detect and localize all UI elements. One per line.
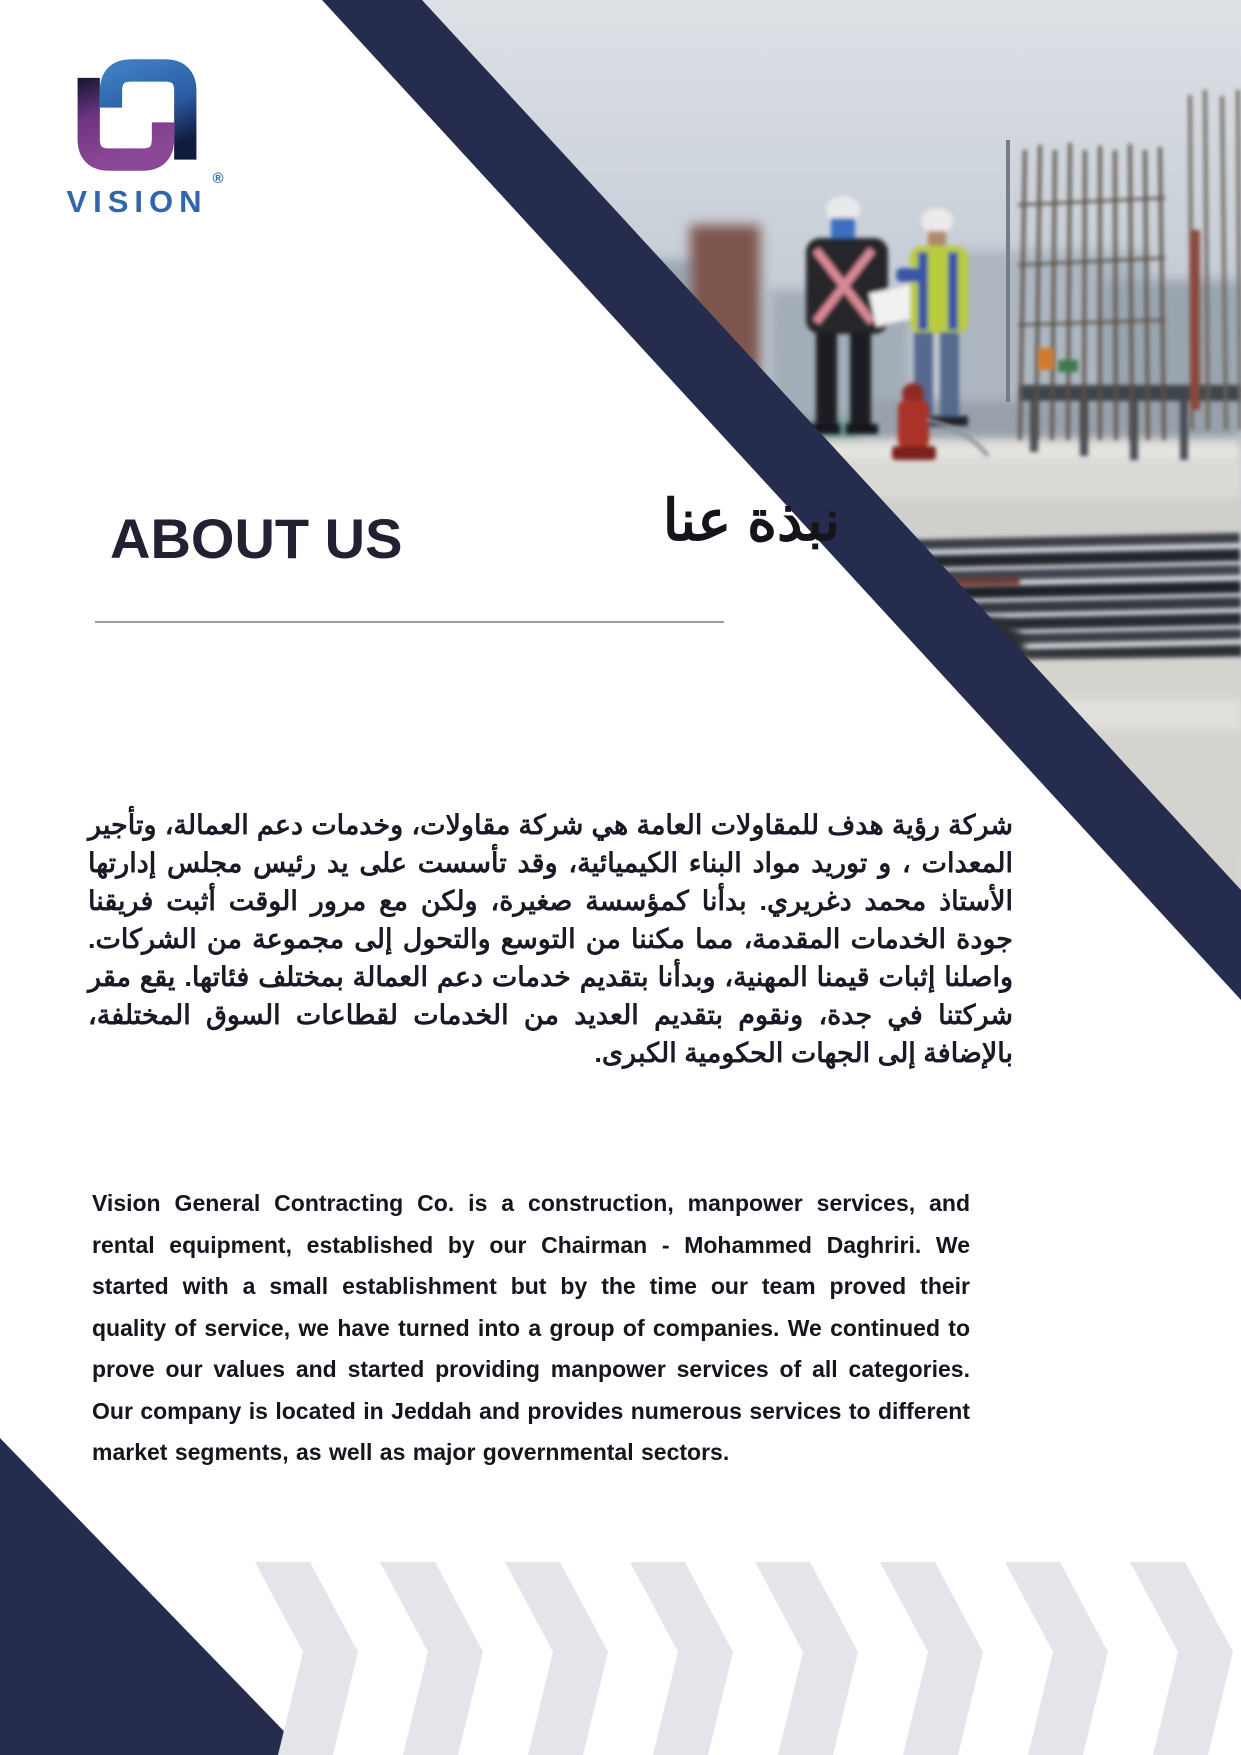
about-paragraph-english: Vision General Contracting Co. is a construction, manpower services, and rental equipment, established by our Chairman - Mohammed Daghriri. We started with a small establishment but by the time our team proved their quality of service, we have turned into a group of companies. We continued to prove our values and started providing manpower services of all categories. Our company is located in Jeddah and provides numerous services to different market segments, as well as major governmental sectors. xyxy=(92,1190,970,1465)
about-us-title-en: ABOUT US xyxy=(110,507,403,570)
about-us-title-ar: نبذة عنا xyxy=(662,489,840,553)
vision-wordmark xyxy=(66,170,224,220)
registered-trademark: ® xyxy=(212,170,224,187)
chevron-pattern xyxy=(255,1562,1233,1755)
title-underline xyxy=(95,621,724,623)
bottom-left-triangle xyxy=(0,1438,307,1755)
vision-logo xyxy=(52,50,222,220)
about-paragraph-arabic: شركة رؤية هدف للمقاولات العامة هي شركة مقاولات، وخدمات دعم العمالة، وتأجير المعدات ، و توريد مواد البناء الكيميائية، وقد تأسست على يد رئيس مجلس إدارتها الأستاذ محمد دغريري. بدأنا كمؤسسة صغيرة، ولكن مع مرور الوقت أثبت فريقنا جودة الخدمات المقدمة، مما مكننا من التوسع والتحول إلى مجموعة من الشركات. واصلنا إثبات قيمنا المهنية، وبدأنا بتقديم خدمات دعم العمالة بمختلف فئاتها. يقع مقر شركتنا في جدة، ونقوم بتقديم العديد من الخدمات لقطاعات السوق المختلفة، بالإضافة إلى الجهات الحكومية الكبرى. xyxy=(88,810,1013,1068)
brand-name: VISION xyxy=(66,184,208,219)
helmet-right xyxy=(921,208,953,234)
vision-logo-mark xyxy=(62,50,212,180)
